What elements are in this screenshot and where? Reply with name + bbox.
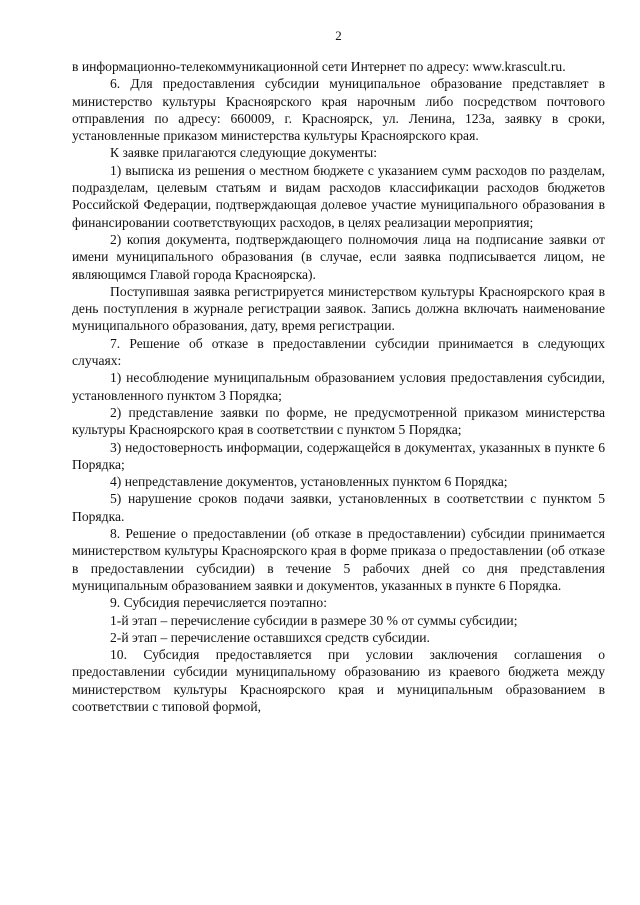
- page-number: 2: [335, 28, 342, 43]
- paragraph-refusal-2: 2) представление заявки по форме, не предусмотренной приказом министерства культуры Красноярского края в соответствии с пунктом 5 Порядка;: [72, 404, 605, 438]
- paragraph-stage-1: 1-й этап – перечисление субсидии в размере 30 % от суммы субсидии;: [110, 612, 518, 628]
- paragraph-item-8: 8. Решение о предоставлении (об отказе в предоставлении) субсидии принимается министерством культуры Красноярского края в форме приказа о предоставлении (об отказе в предоставлении субсидии) в течение 5 рабочих дней со дня представления муниципальным образованием заявки и документов, указанных в пункте 6 Порядка.: [72, 526, 605, 593]
- paragraph-item-10: 10. Субсидия предоставляется при условии заключения соглашения о предоставлении субсидии муниципальному образованию из краевого бюджета между министерством культуры Красноярского края и муниципальным образованием в соответствии с типовой формой,: [72, 647, 605, 714]
- paragraph-document-2: 2) копия документа, подтверждающего полномочия лица на подписание заявки от имени муниципального образования (в случае, если заявка подписывается лицом, не являющимся Главой города Красноярска).: [72, 231, 605, 282]
- paragraph-item-6: 6. Для предоставления субсидии муниципальное образование представляет в министерство культуры Красноярского края нарочным либо посредством почтового отправления по адресу: 660009, г. Красноярск, ул. Ленина, 123а, заявку в сроки, установленные приказом министерства культуры Красноярского края.: [72, 76, 605, 144]
- paragraph-stage-2: 2-й этап – перечисление оставшихся средств субсидии.: [110, 629, 430, 645]
- paragraph-refusal-5: 5) нарушение сроков подачи заявки, установленных в соответствии с пунктом 5 Порядка.: [72, 491, 605, 524]
- paragraph-documents-intro: К заявке прилагаются следующие документы:: [110, 145, 377, 161]
- paragraph-item-7: 7. Решение об отказе в предоставлении субсидии принимается в следующих случаях:: [72, 335, 605, 369]
- paragraph-refusal-4: 4) непредставление документов, установленных пунктом 6 Порядка;: [110, 474, 508, 490]
- paragraph-1: в информационно-телекоммуникационной сети Интернет по адресу: www.krascult.ru.: [72, 59, 566, 74]
- paragraph-refusal-1: 1) несоблюдение муниципальным образованием условия предоставления субсидии, установленного пунктом 3 Порядка;: [72, 370, 605, 403]
- document-body: [72, 58, 605, 715]
- paragraph-refusal-3: 3) недостоверность информации, содержащейся в документах, указанных в пункте 6 Порядка;: [72, 439, 605, 472]
- paragraph-document-1: 1) выписка из решения о местном бюджете с указанием сумм расходов по разделам, подразделам, целевым статьям и видам расходов классификации расходов бюджетов Российской Федерации, подтверждающая долевое участие муниципального образования в финансировании соответствующих расходов, в целях реализации мероприятия;: [72, 162, 605, 230]
- paragraph-item-9: 9. Субсидия перечисляется поэтапно:: [110, 595, 327, 611]
- paragraph-registration: Поступившая заявка регистрируется министерством культуры Красноярского края в день поступления в журнале регистрации заявок. Запись должна включать наименование муниципального образования, дату, время регистрации.: [72, 283, 605, 334]
